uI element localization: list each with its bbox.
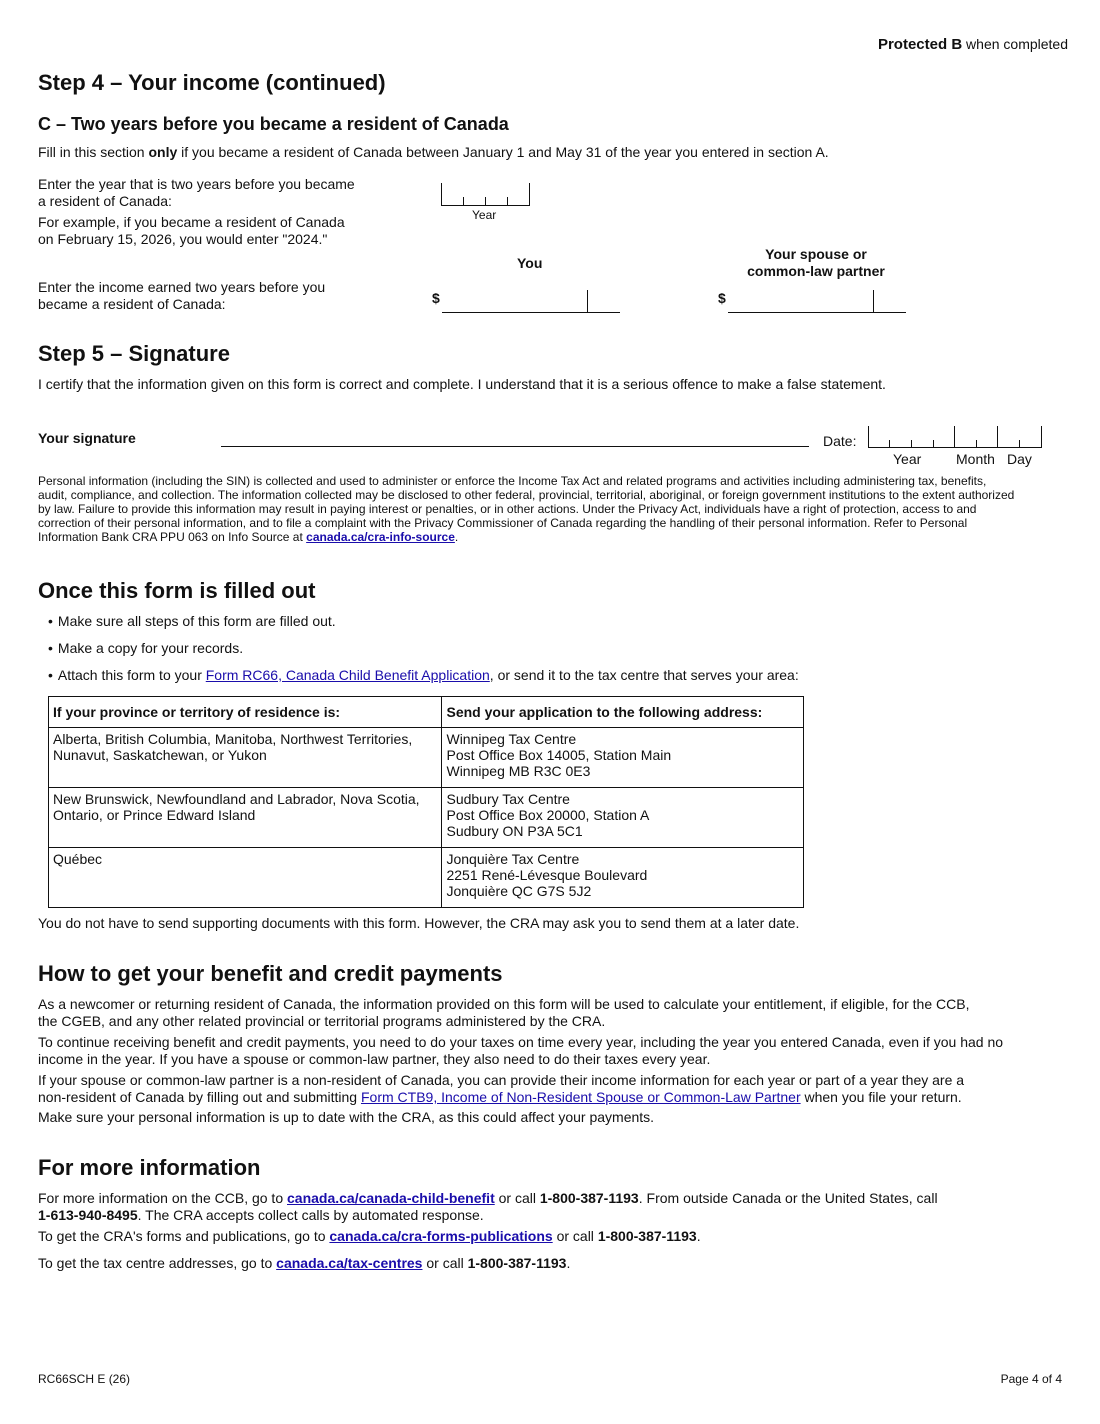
year-example-line1: For example, if you became a resident of Canada <box>38 214 345 230</box>
form-ctb9-link[interactable]: Form CTB9, Income of Non-Resident Spouse or Common-Law Partner <box>360 1089 801 1105</box>
year-example <box>38 214 345 248</box>
phone-number: 1-800-387-1193 <box>597 1228 697 1244</box>
col-spouse-heading <box>730 246 902 280</box>
payments-para2-line2: income in the year. If you have a spouse or common-law partner, they also need to do their taxes every year. <box>38 1051 711 1067</box>
more-info-text: or call <box>422 1255 468 1271</box>
spouse-income-input[interactable] <box>728 290 906 313</box>
bullet-copy: • Make a copy for your records. <box>48 640 243 656</box>
intro-text: Fill in this section <box>38 144 149 160</box>
phone-number: 1-800-387-1193 <box>467 1255 567 1271</box>
certify-text: I certify that the information given on this form is correct and complete. I understand that it is a serious offence to make a false statement. <box>38 376 886 392</box>
section-c-intro <box>38 144 829 161</box>
year-input-label: Year <box>472 208 497 222</box>
payments-para1-line2: the CGEB, and any other related provincial or territorial programs administered by the CRA. <box>38 1013 606 1029</box>
more-info-text: . <box>696 1228 701 1244</box>
spouse-dollar-sign: $ <box>718 290 726 306</box>
province-cell: Alberta, British Columbia, Manitoba, Northwest Territories, Nunavut, Saskatchewan, or Yukon <box>49 728 442 788</box>
payments-para2-line1: To continue receiving benefit and credit payments, you need to do your taxes on time every year, including the year you entered Canada, even if you had no <box>38 1034 1004 1050</box>
form-code: RC66SCH E (26) <box>38 1372 131 1386</box>
year-prompt <box>38 176 355 210</box>
more-info-text: To get the tax centre addresses, go to <box>38 1255 277 1271</box>
more-info-forms <box>38 1228 701 1245</box>
table-header-address: Send your application to the following address: <box>442 697 804 728</box>
col-spouse-line1: Your spouse or <box>765 246 867 262</box>
you-dollar-sign: $ <box>432 290 440 306</box>
payments-para2 <box>38 1034 1003 1068</box>
year-input[interactable] <box>441 183 530 206</box>
income-prompt-line2: became a resident of Canada: <box>38 296 226 312</box>
tax-centres-link[interactable]: canada.ca/tax-centres <box>276 1255 423 1271</box>
address-cell: Jonquière Tax Centre 2251 René-Lévesque Boulevard Jonquière QC G7S 5J2 <box>442 848 804 908</box>
privacy-line1: Personal information (including the SIN) is collected and used to administer or enforce the Income Tax Act and related programs and activities including administering tax, benefits, <box>38 474 987 488</box>
intro-bold: only <box>148 144 178 160</box>
payments-title: How to get your benefit and credit payments <box>38 961 503 986</box>
more-info-tax-centres <box>38 1255 570 1272</box>
you-income-input[interactable] <box>442 290 620 313</box>
phone-number-intl: 1-613-940-8495 <box>38 1207 138 1223</box>
date-label: Date: <box>823 433 857 449</box>
signature-label: Your signature <box>38 430 136 446</box>
payments-para3-line2 <box>38 1089 964 1106</box>
payments-para1-line1: As a newcomer or returning resident of Canada, the information provided on this form will be used to calculate your entitlement, if eligible, for the CCB, <box>38 996 970 1012</box>
privacy-line4: correction of their personal information, and to file a complaint with the Privacy Commissioner of Canada regarding the handling of their personal information. Refer to Personal <box>38 516 968 530</box>
more-info-text: . From outside Canada or the United States, call <box>638 1190 938 1206</box>
province-cell: New Brunswick, Newfoundland and Labrador, Nova Scotia, Ontario, or Prince Edward Island <box>49 788 442 848</box>
page-number: Page 4 of 4 <box>1000 1372 1062 1386</box>
table-row <box>49 788 804 848</box>
year-prompt-line2: a resident of Canada: <box>38 193 172 209</box>
forms-publications-link[interactable]: canada.ca/cra-forms-publications <box>329 1228 553 1244</box>
table-row <box>49 848 804 908</box>
table-row <box>49 728 804 788</box>
tax-centre-table <box>48 696 804 908</box>
section-c-title: C – Two years before you became a resident of Canada <box>38 114 509 134</box>
payments-para3-text: non-resident of Canada by filling out and submitting <box>38 1089 361 1105</box>
phone-number: 1-800-387-1193 <box>539 1190 639 1206</box>
supporting-docs-note: You do not have to send supporting documents with this form. However, the CRA may ask you to send them at a later date. <box>38 915 800 931</box>
more-info-title: For more information <box>38 1155 261 1180</box>
privacy-line5 <box>38 530 1068 544</box>
ccb-link[interactable]: canada.ca/canada-child-benefit <box>287 1190 495 1206</box>
protected-b-header <box>878 36 1068 53</box>
year-example-line2: on February 15, 2026, you would enter "2024." <box>38 231 328 247</box>
cra-info-source-link[interactable]: canada.ca/cra-info-source <box>306 530 455 544</box>
date-day-label: Day <box>1007 451 1032 467</box>
intro-text-post: if you became a resident of Canada between January 1 and May 31 of the year you entered in section A. <box>177 144 829 160</box>
privacy-notice <box>38 474 1068 544</box>
privacy-line5-end: . <box>454 530 459 544</box>
bullet-steps: • Make sure all steps of this form are filled out. <box>48 613 336 629</box>
date-month-label: Month <box>956 451 995 467</box>
privacy-line5-text: Information Bank CRA PPU 063 on Info Source at <box>38 530 307 544</box>
step4-title: Step 4 – Your income (continued) <box>38 70 386 95</box>
more-info-ccb-line2 <box>38 1207 938 1224</box>
payments-para4: Make sure your personal information is up to date with the CRA, as this could affect your payments. <box>38 1109 655 1125</box>
payments-para3 <box>38 1072 964 1106</box>
form-rc66-link[interactable]: Form RC66, Canada Child Benefit Application <box>205 667 490 683</box>
bullet-attach <box>48 667 799 683</box>
address-cell: Winnipeg Tax Centre Post Office Box 14005, Station Main Winnipeg MB R3C 0E3 <box>442 728 804 788</box>
when-completed-label: when completed <box>966 36 1068 52</box>
more-info-text: or call <box>552 1228 598 1244</box>
address-cell: Sudbury Tax Centre Post Office Box 20000, Station A Sudbury ON P3A 5C1 <box>442 788 804 848</box>
privacy-line2: audit, compliance, and collection. The information collected may be disclosed to other federal, provincial, territorial, aboriginal, or foreign government institutions to the extent authorized <box>38 488 1015 502</box>
step5-title: Step 5 – Signature <box>38 341 230 366</box>
more-info-text: or call <box>494 1190 540 1206</box>
table-header-province: If your province or territory of residence is: <box>49 697 442 728</box>
income-prompt <box>38 279 325 313</box>
year-prompt-line1: Enter the year that is two years before you became <box>38 176 355 192</box>
province-cell: Québec <box>49 848 442 908</box>
once-title: Once this form is filled out <box>38 578 316 603</box>
bullet-attach-end: , or send it to the tax centre that serves your area: <box>489 667 799 683</box>
more-info-ccb <box>38 1190 938 1224</box>
more-info-text: To get the CRA's forms and publications, go to <box>38 1228 330 1244</box>
protected-b-label: Protected B <box>877 36 963 53</box>
more-info-text: . The CRA accepts collect calls by automated response. <box>137 1207 484 1223</box>
more-info-ccb-line1 <box>38 1190 938 1207</box>
col-spouse-line2: common-law partner <box>747 263 885 279</box>
bullet-attach-text: Attach this form to your <box>57 667 206 683</box>
privacy-line3: by law. Failure to provide this information may result in paying interest or penalties, or in other actions. Under the Privacy Act, individuals have a right of protection, access to and <box>38 502 977 516</box>
col-you-heading: You <box>517 255 543 271</box>
income-prompt-line1: Enter the income earned two years before you <box>38 279 326 295</box>
date-year-label: Year <box>893 451 922 467</box>
payments-para3-end: when you file your return. <box>800 1089 962 1105</box>
more-info-text: . <box>566 1255 571 1271</box>
payments-para1 <box>38 996 969 1030</box>
table-header-row <box>49 697 804 728</box>
signature-line[interactable] <box>221 446 809 447</box>
more-info-text: For more information on the CCB, go to <box>38 1190 287 1206</box>
date-input[interactable] <box>868 426 1042 448</box>
payments-para3-line1: If your spouse or common-law partner is a non-resident of Canada, you can provide their income information for each year or part of a year they are a <box>38 1072 965 1088</box>
